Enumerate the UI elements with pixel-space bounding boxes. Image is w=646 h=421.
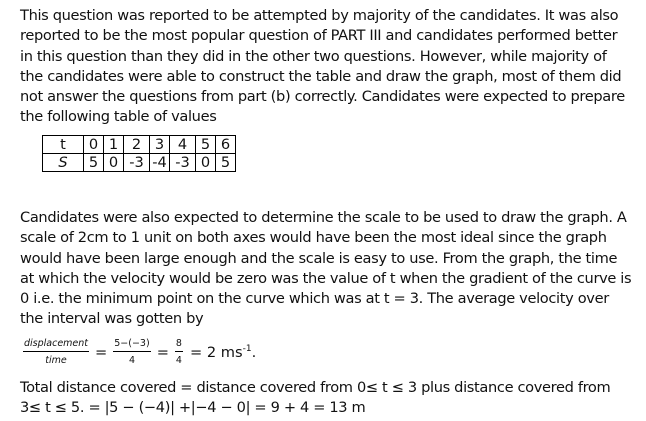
fraction-denominator: time bbox=[45, 355, 67, 366]
table-cell: -3 bbox=[170, 154, 196, 172]
text-line: reported to be the most popular question of PART III and candidates performed better bbox=[20, 27, 618, 45]
table-of-values bbox=[42, 135, 236, 172]
table-cell: 2 bbox=[124, 136, 150, 154]
table-cell: 5 bbox=[196, 136, 216, 154]
table-cell: 6 bbox=[216, 136, 236, 154]
text-line: the candidates were able to construct the table and draw the graph, most of them did bbox=[20, 67, 622, 85]
fraction-simplified bbox=[175, 338, 183, 366]
table-cell: 4 bbox=[170, 136, 196, 154]
intro-paragraph bbox=[20, 6, 638, 128]
table-cell: 0 bbox=[84, 136, 104, 154]
fraction-numerator: 5−(−3) bbox=[113, 338, 150, 352]
fraction-denominator: 4 bbox=[175, 355, 182, 366]
table-cell: 5 bbox=[84, 154, 104, 172]
row-label-s: S bbox=[43, 154, 84, 172]
table-cell: 5 bbox=[216, 154, 236, 172]
table-cell: 3 bbox=[150, 136, 170, 154]
text-line: not answer the questions from part (b) correctly. Candidates were expected to prepare bbox=[20, 88, 625, 106]
fraction-denominator: 4 bbox=[128, 355, 135, 366]
text-line: the following table of values bbox=[20, 108, 217, 126]
equals-sign: = bbox=[95, 343, 108, 361]
text-line: This question was reported to be attempted by majority of the candidates. It was also bbox=[20, 7, 619, 24]
equals-sign: = bbox=[156, 343, 169, 361]
table-cell: 0 bbox=[196, 154, 216, 172]
table-cell: 1 bbox=[104, 136, 124, 154]
table-row-t bbox=[43, 136, 236, 154]
text-line: Candidates were also expected to determine the scale to be used to draw the graph. A bbox=[20, 209, 627, 226]
table-cell: -4 bbox=[150, 154, 170, 172]
text-line: the interval was gotten by bbox=[20, 310, 204, 328]
text-line: would have been large enough and the scale is easy to use. From the graph, the time bbox=[20, 249, 618, 267]
fraction-numerator: 8 bbox=[175, 338, 183, 352]
table-cell: 0 bbox=[104, 154, 124, 172]
row-label-t: t bbox=[43, 136, 84, 154]
unit-exponent: -1 bbox=[242, 343, 252, 354]
text-line: 3≤ t ≤ 5. = |5 − (−4)| +|−4 − 0| = 9 + 4 = 13 m bbox=[20, 399, 366, 417]
text-line: in this question than they did in the other two questions. However, while majority of bbox=[20, 47, 607, 65]
text-line: scale of 2cm to 1 unit on both axes would have been the most ideal since the graph bbox=[20, 229, 607, 247]
distance-paragraph bbox=[20, 378, 638, 419]
fraction-displacement-over-time bbox=[23, 338, 89, 366]
average-velocity-formula bbox=[20, 338, 256, 366]
table-cell: -3 bbox=[124, 154, 150, 172]
fraction-numerator: displacement bbox=[23, 338, 89, 352]
fraction-values bbox=[113, 338, 150, 366]
result-period: . bbox=[251, 343, 257, 361]
table-row-s bbox=[43, 154, 236, 172]
text-line: Total distance covered = distance covered from 0≤ t ≤ 3 plus distance covered from bbox=[20, 379, 611, 396]
scale-paragraph bbox=[20, 208, 638, 330]
formula-result bbox=[190, 344, 256, 361]
result-value: = 2 ms bbox=[189, 343, 243, 361]
text-line: at which the velocity would be zero was the value of t when the gradient of the curve is bbox=[20, 269, 632, 287]
text-line: 0 i.e. the minimum point on the curve which was at t = 3. The average velocity over bbox=[20, 290, 609, 308]
